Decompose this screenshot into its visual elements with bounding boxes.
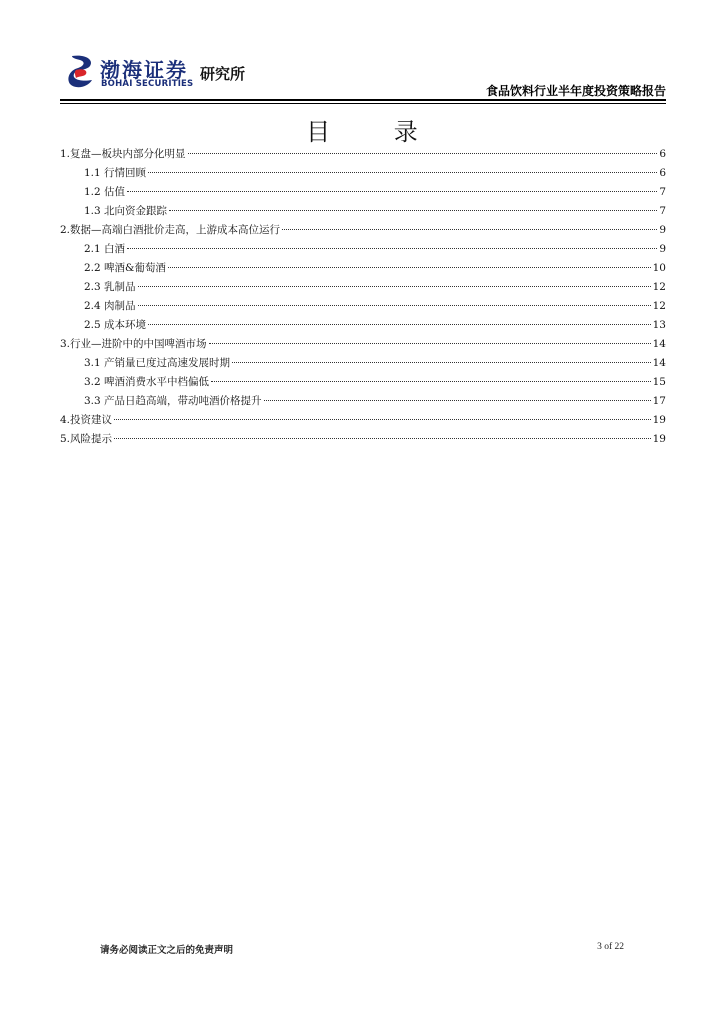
toc-entry-label: 1.1 行情回顾 <box>84 167 147 179</box>
toc-entry-page: 6 <box>659 167 666 179</box>
logo-chinese-name: 渤海证券 <box>100 58 188 82</box>
toc-entry-label: 2.5 成本环境 <box>84 319 147 331</box>
toc-leader-dots <box>148 171 657 173</box>
toc-entry-label: 2.1 白酒 <box>84 243 126 255</box>
logo-english-name: BOHAI SECURITIES <box>101 79 194 89</box>
bohai-logo-icon <box>66 52 98 92</box>
toc-entry-page: 14 <box>652 338 666 350</box>
toc-entry-label: 3.1 产销量已度过高速发展时期 <box>84 357 231 369</box>
toc-entry-label: 2.2 啤酒&葡萄酒 <box>84 262 166 274</box>
toc-entry-label: 1.复盘—板块内部分化明显 <box>60 148 186 160</box>
toc-leader-dots <box>282 228 657 230</box>
toc-entry-page: 15 <box>652 376 666 388</box>
toc-entry[interactable] <box>60 297 666 316</box>
toc-entry-page: 13 <box>652 319 666 331</box>
toc-leader-dots <box>148 323 651 325</box>
toc-entry[interactable] <box>60 259 666 278</box>
toc-leader-dots <box>127 190 657 192</box>
toc-leader-dots <box>188 152 658 154</box>
report-title: 食品饮料行业半年度投资策略报告 <box>485 84 666 98</box>
toc-entry[interactable] <box>60 316 666 335</box>
toc-entry-page: 17 <box>652 395 666 407</box>
toc-entry[interactable] <box>60 373 666 392</box>
toc-entry-page: 19 <box>652 414 666 426</box>
header-rule <box>60 99 666 101</box>
toc-entry[interactable] <box>60 392 666 411</box>
toc-entry-page: 12 <box>652 300 666 312</box>
toc-entry-page: 7 <box>659 186 666 198</box>
toc-leader-dots <box>138 304 651 306</box>
company-logo <box>66 52 256 96</box>
toc-entry-page: 14 <box>652 357 666 369</box>
toc-leader-dots <box>168 266 651 268</box>
institute-label: 研究所 <box>200 65 246 83</box>
page-indicator: 3 of 22 <box>597 942 624 952</box>
toc-entry-page: 12 <box>652 281 666 293</box>
toc-leader-dots <box>114 418 651 420</box>
toc-entry-label: 3.行业—进阶中的中国啤酒市场 <box>60 338 207 350</box>
toc-leader-dots <box>209 342 651 344</box>
toc-leader-dots <box>264 399 651 401</box>
toc-entry-label: 1.2 估值 <box>84 186 126 198</box>
toc-leader-dots <box>138 285 651 287</box>
toc-entry[interactable] <box>60 354 666 373</box>
toc-entry-label: 5.风险提示 <box>60 433 113 445</box>
toc-entry[interactable] <box>60 430 666 449</box>
toc-entry-page: 9 <box>659 243 666 255</box>
toc-entry[interactable] <box>60 411 666 430</box>
toc-leader-dots <box>169 209 657 211</box>
toc-entry-label: 1.3 北向资金跟踪 <box>84 205 168 217</box>
disclaimer-note: 请务必阅读正文之后的免责声明 <box>100 945 234 956</box>
toc-title: 目 录 <box>306 118 446 146</box>
toc-entry[interactable] <box>60 335 666 354</box>
toc-entry[interactable] <box>60 240 666 259</box>
toc-entry[interactable] <box>60 183 666 202</box>
toc-entry-page: 7 <box>659 205 666 217</box>
toc-entry-page: 19 <box>652 433 666 445</box>
toc-entry-label: 3.2 啤酒消费水平中档偏低 <box>84 376 210 388</box>
toc-leader-dots <box>114 437 651 439</box>
toc-entry[interactable] <box>60 278 666 297</box>
header-rule-thin <box>60 103 666 104</box>
toc-entry-label: 4.投资建议 <box>60 414 113 426</box>
toc-entry[interactable] <box>60 202 666 221</box>
toc-entry-page: 10 <box>652 262 666 274</box>
toc-entry-label: 3.3 产品日趋高端，带动吨酒价格提升 <box>84 395 262 407</box>
toc-leader-dots <box>232 361 651 363</box>
toc-entry[interactable] <box>60 164 666 183</box>
toc-leader-dots <box>211 380 651 382</box>
toc-entry[interactable] <box>60 221 666 240</box>
toc-entry-page: 9 <box>659 224 666 236</box>
toc-entry-page: 6 <box>659 148 666 160</box>
table-of-contents <box>60 145 666 449</box>
toc-leader-dots <box>127 247 657 249</box>
toc-entry-label: 2.数据—高端白酒批价走高，上游成本高位运行 <box>60 224 281 236</box>
toc-entry-label: 2.3 乳制品 <box>84 281 136 293</box>
toc-entry-label: 2.4 肉制品 <box>84 300 136 312</box>
toc-entry[interactable] <box>60 145 666 164</box>
